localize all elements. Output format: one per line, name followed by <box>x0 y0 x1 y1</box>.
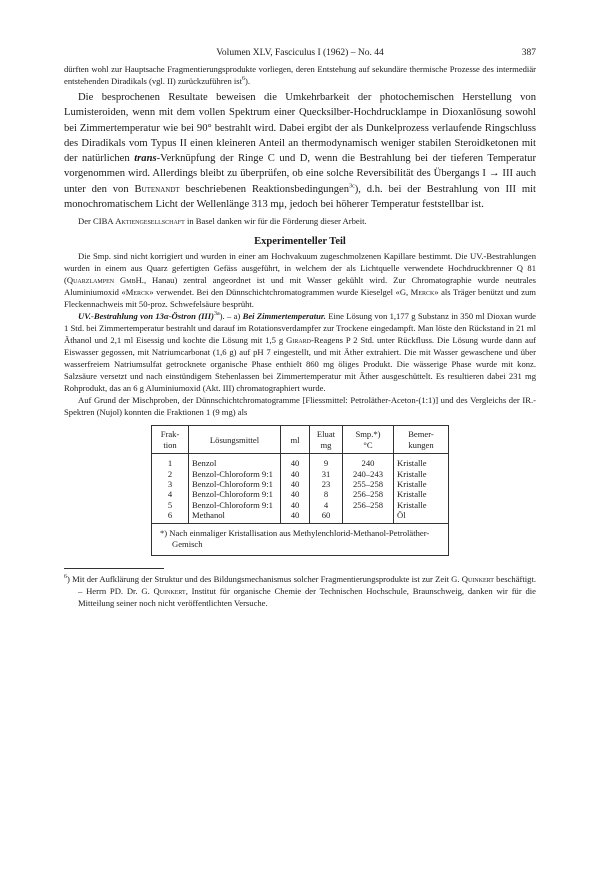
table-row: 6 Methanol 40 60 Öl <box>152 510 448 523</box>
table-footnote: *) Nach einmaliger Kristallisation aus Methylenchlorid-Methanol-Petroläther-Gemisch <box>152 523 448 555</box>
table-header-row <box>152 426 448 454</box>
column-header: Eluat mg <box>310 426 343 454</box>
running-header <box>64 44 536 60</box>
footnote-mark: 6 <box>64 574 67 581</box>
table-row: 2 Benzol-Chloroform 9:1 40 31 240–243 Kristalle <box>152 469 448 479</box>
footnote-divider <box>64 568 164 569</box>
acknowledgement: Der CIBA Aktiengesellschaft in Basel danken wir für die Förderung dieser Arbeit. <box>78 216 367 227</box>
fraction-table <box>151 425 449 556</box>
paragraph-fragmentation: dürften wohl zur Hauptsache Fragmentierungsprodukte vorliegen, deren Entstehung auf sekundäre thermische Prozesse des intermediär entstehenden Diradikals (vgl. II) zurückzuführen ist$^6$). <box>64 64 536 86</box>
citation-ref: 3a <box>213 311 220 318</box>
column-header: Lösungsmittel <box>189 426 281 454</box>
column-header: Frak- tion <box>152 426 189 454</box>
journal-page <box>64 44 536 609</box>
column-header: Smp.*) °C <box>343 426 394 454</box>
table-row: 5 Benzol-Chloroform 9:1 40 4 256–258 Kristalle <box>152 500 448 510</box>
paragraph-irradiation: UV.-Bestrahlung von 13α-Östron (III)$^{3a}$). – a) Bei Zimmertemperatur. Eine Lösung von 1,177 g Substanz in 350 ml Dioxan wurde 1 Std. bei Zimmertemperatur bestrahlt und darauf im Rotationsverdampfer zur Trockene eingedampft. Man löste den Rückstand in 21 ml Äthanol und 2,1 ml Eisessig und kochte die Lösung mit 1,5 g Girard-Reagens P 2 Std. unter Rückfluss. Die Lösung wurde dann auf Eiswasser gegossen, mit Natriumcarbonat (1,6 g) auf pH 7 eingestellt, und mit Äther extrahiert. Die mit Wasser gewaschene und über wasserfreiem Natriumsulfat getrocknete organische Phase enthielt 860 mg öliges Produkt. Die wässerige Phase wurde mit konz. Salzsäure versetzt und nach einstündigem Stehenlassen bei Zimmertemperatur mit Äther ausgeschüttelt. Es resultieren dabei 231 mg Rohprodukt, das an 6 g Aluminiumoxid (Akt. III) chromatographiert wurde. <box>64 311 536 394</box>
page-number: 387 <box>521 48 536 58</box>
citation-ref: 3c <box>349 183 355 190</box>
column-header: ml <box>281 426 310 454</box>
footnote: $^6$) Mit der Aufklärung der Struktur und des Bildungsmechanismus solcher Fragmentierungsprodukte ist zur Zeit G. Quinkert beschäftigt. – Herrn PD. Dr. G. Quinkert, Institut für organische Chemie der Technischen Hochschule, Braunschweig, danken wir für die Mitteilung seiner noch nicht veröffentlichten Versuche. <box>64 574 537 609</box>
table-row: 3 Benzol-Chloroform 9:1 40 23 255–258 Kristalle <box>152 479 448 489</box>
paragraph-analysis: Auf Grund der Mischproben, der Dünnschichtchromatogramme [Fliessmittel: Petroläther-Aceton-(1:1)] und des Vergleichs der IR.-Spektren (Nujol) konnten die Fraktionen 1 (9 mg) als <box>64 395 536 418</box>
table-row: 4 Benzol-Chloroform 9:1 40 8 256–258 Kristalle <box>152 489 448 499</box>
paragraph-results: Die besprochenen Resultate beweisen die Umkehrbarkeit der photochemischen Herstellung von Lumisteroiden, wenn mit dem vollen Spektrum einer Quecksilber-Hochdrucklampe in Dioxanlösung sowohl bei Zimmertemperatur wie bei 90° bestrahlt wird. Dabei ergibt der als Dunkelprozess verlaufende Ringschluss des Diradikals vom Typus II einen kleineren Anteil an thermodynamisch weniger stabilen Steroidketonen mit der natürlichen trans-Verknüpfung der Ringe C und D, wenn die Bestrahlung bei der tieferen Temperatur vorgenommen wird. Allerdings bleibt zu überprüfen, ob eine solche Reversibilität des Übergangs I → III auch unter den von Butenandt beschriebenen Reaktionsbedingungen$^{3c}$), d.h. bei der Bestrahlung von III mit monochromatischem Licht der Wellenlänge 313 mμ, jedoch bei höherer Temperatur feststellbar ist. <box>64 92 536 211</box>
footnote-ref: 6 <box>242 76 246 83</box>
section-title: Experimenteller Teil <box>254 236 346 248</box>
column-header: Bemer- kungen <box>394 426 449 454</box>
table-row: 1 Benzol 40 9 240 Kristalle <box>152 454 448 469</box>
paragraph-methods: Die Smp. sind nicht korrigiert und wurden in einer am Hochvakuum zugeschmolzenen Kapillare bestimmt. Die UV.-Bestrahlungen wurden in einem aus Quarz gefertigten Gefäss ausgeführt, in welchem der als Lichtquelle verwendete Hochdruckbrenner Q 81 (Quarzlampen GmbH., Hanau) zentral angeordnet ist und mit Wasser gekühlt wird. Zur Chromatographie wurde neutrales Aluminiumoxid «Merck» verwendet. Bei den Dünnschichtchromatogrammen wurde Kieselgel «G, Merck» als Träger benützt und zum Fleckennachweis mit 50-proz. Schwefelsäure besprüht. <box>64 251 536 310</box>
fraction-table-grid <box>152 426 448 523</box>
running-title: Volumen XLV, Fasciculus I (1962) – No. 44 <box>216 48 384 58</box>
